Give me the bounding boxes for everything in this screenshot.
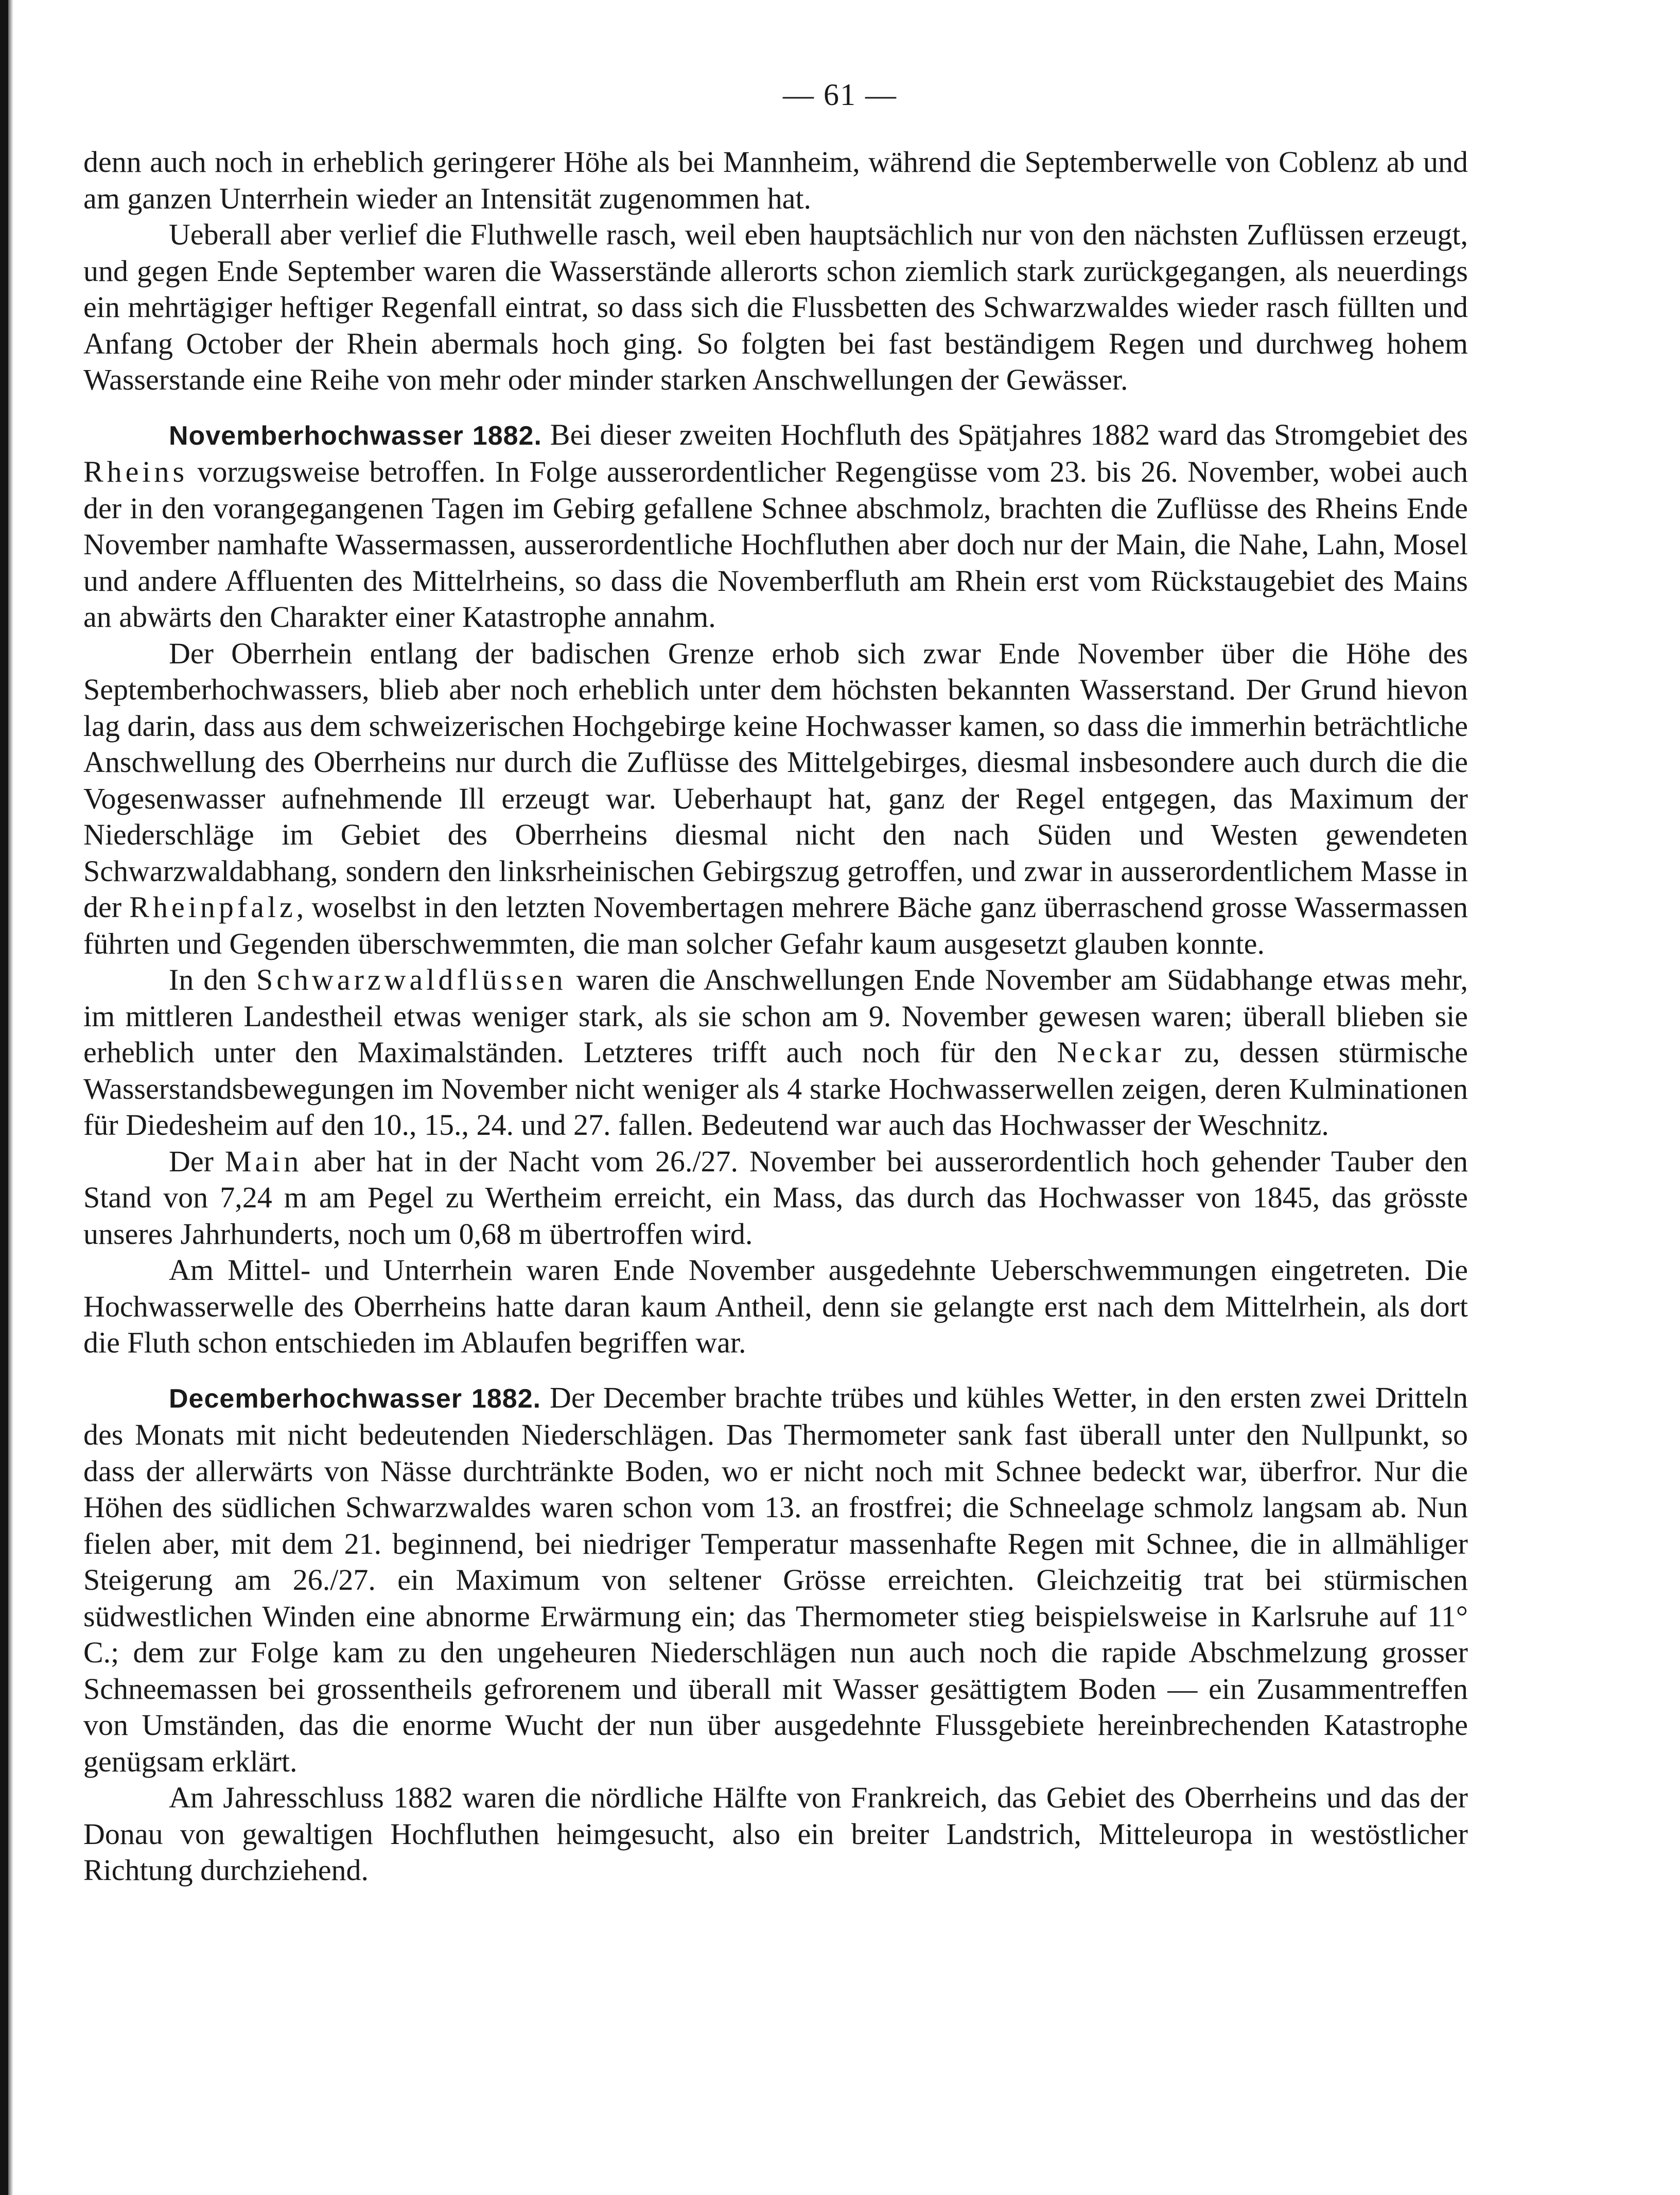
paragraph-text: vorzugsweise betroffen. In Folge ausserordentlicher Regengüsse vom 23. bis 26. November, wobei auch der in den vorangegangenen Tagen im Gebirg gefallene Schnee abschmolz, brachten die Zuflüsse des Rheins Ende November namhafte Wassermassen, ausserordentliche Hochfluthen aber doch nur der Main, die Nahe, Lahn, Mosel und andere Affluenten des Mittelrheins, so dass die Novemberfluth am Rhein erst vom Rückstaugebiet des Mains an abwärts den Charakter einer Katastrophe annahm. xyxy=(83,455,1468,634)
paragraph-text: aber hat in der Nacht vom 26./27. November bei ausserordentlich hoch gehender Tauber den Stand von 7,24 m am Pegel zu Wertheim erreicht, ein Mass, das durch das Hochwasser von 1845, das grösste unseres Jahrhunderts, noch um 0,68 m übertroffen wird. xyxy=(83,1144,1468,1251)
paragraph-text: Am Jahresschluss 1882 waren die nördliche Hälfte von Frankreich, das Gebiet des Oberrheins und das der Donau von gewaltigen Hochfluthen heimgesucht, also ein breiter Landstrich, Mitteleuropa in westöstlicher Richtung durchziehend. xyxy=(83,1781,1468,1887)
paragraph-text: Bei dieser zweiten Hochfluth des Spätjahres 1882 ward das Stromgebiet des xyxy=(541,417,1468,451)
emphasis-text: Neckar xyxy=(1057,1035,1165,1069)
emphasis-text: Schwarzwaldflüssen xyxy=(256,963,567,996)
paragraph xyxy=(83,962,1468,1144)
paragraph-text: zu, dessen stürmische Wasserstandsbewegungen im November nicht weniger als 4 starke Hochwasserwellen zeigen, deren Kulminationen für Diedesheim auf den 10., 15., 24. und 27. fallen. Bedeutend war auch das Hochwasser der Weschnitz. xyxy=(83,1035,1468,1142)
binding-shadow xyxy=(8,0,13,2195)
paragraph-continuation xyxy=(83,144,1468,217)
paragraph-text: waren die Anschwellungen Ende November am Südabhange etwas mehr, im mittleren Landestheil etwas weniger stark, als sie schon am 9. November gewesen waren; überall blieben sie erheblich unter den Maximalständen. Letzteres trifft auch noch für den xyxy=(83,963,1468,1069)
text-column xyxy=(83,144,1468,1889)
page-number: — 61 — xyxy=(783,78,897,112)
paragraph xyxy=(83,1144,1468,1253)
paragraph-text: , woselbst in den letzten Novembertagen mehrere Bäche ganz überraschend grosse Wassermassen führten und Gegenden überschwemmten, die man solcher Gefahr kaum ausgesetzt glauben konnte. xyxy=(83,890,1468,960)
paragraph-text: Der xyxy=(169,1144,225,1178)
paragraph-november-flood xyxy=(83,417,1468,636)
paragraph xyxy=(83,217,1468,398)
paragraph-text: Ueberall aber verlief die Fluthwelle rasch, weil eben hauptsächlich nur von den nächsten Zuflüssen erzeugt, und gegen Ende September waren die Wasserstände allerorts schon ziemlich stark zurückgegangen, als neuerdings ein mehrtägiger heftiger Regenfall eintrat, so dass sich die Flussbetten des Schwarzwaldes wieder rasch füllten und Anfang October der Rhein abermals hoch ging. So folgten bei fast beständigem Regen und durchweg hohem Wasserstande eine Reihe von mehr oder minder starken Anschwellungen der Gewässer. xyxy=(83,218,1468,396)
paragraph-text: Der Oberrhein entlang der badischen Grenze erhob sich zwar Ende November über die Höhe des Septemberhochwassers, blieb aber noch erheblich unter dem höchsten bekannten Wasserstand. Der Grund hievon lag darin, dass aus dem schweizerischen Hochgebirge keine Hochwasser kamen, so dass die immerhin beträchtliche Anschwellung des Oberrheins nur durch die Zuflüsse des Mittelgebirges, diesmal insbesondere auch durch die die Vogesenwasser aufnehmende Ill erzeugt war. Ueberhaupt hat, ganz der Regel entgegen, das Maximum der Niederschläge im Gebiet des Oberrheins diesmal nicht den nach Süden und Westen gewendeten Schwarzwaldabhang, sondern den linksrheinischen Gebirgszug getroffen, und zwar in ausserordentlichem Masse in der xyxy=(83,636,1468,924)
paragraph-text: Am Mittel- und Unterrhein waren Ende November ausgedehnte Ueberschwemmungen eingetreten. Die Hochwasserwelle des Oberrheins hatte daran kaum Antheil, denn sie gelangte erst nach dem Mittelrhein, als dort die Fluth schon entschieden im Ablaufen begriffen war. xyxy=(83,1253,1468,1359)
paragraph xyxy=(83,636,1468,962)
binding-edge xyxy=(0,0,8,2195)
paragraph-text: Der December brachte trübes und kühles Wetter, in den ersten zwei Dritteln des Monats mit nicht bedeutenden Niederschlägen. Das Thermometer sank fast überall unter den Nullpunkt, so dass der allerwärts von Nässe durchtränkte Boden, wo er nicht noch mit Schnee bedeckt war, überfror. Nur die Höhen des südlichen Schwarzwaldes waren schon vom 13. an frostfrei; die Schneelage schmolz langsam ab. Nun fielen aber, mit dem 21. beginnend, bei niedriger Temperatur massenhafte Regen mit Schnee, die in allmähliger Steigerung am 26./27. ein Maximum von seltener Grösse erreichten. Gleichzeitig trat bei stürmischen südwestlichen Winden eine abnorme Erwärmung ein; das Thermometer stieg beispielsweise in Karlsruhe auf 11° C.; dem zur Folge kam zu den ungeheuren Niederschlägen nun auch noch die rapide Abschmelzung grosser Schneemassen bei grossentheils gefrorenem und überall mit Wasser gesättigtem Boden — ein Zusammentreffen von Umständen, das die enorme Wucht der nun über ausgedehnte Flussgebiete hereinbrechenden Katastrophe genügsam erklärt. xyxy=(83,1380,1468,1778)
emphasis-text: Rheins xyxy=(83,455,188,488)
paragraph-text: In den xyxy=(169,963,256,996)
paragraph-text: denn auch noch in erheblich geringerer Höhe als bei Mannheim, während die Septemberwelle von Coblenz ab und am ganzen Unterrhein wieder an Intensität zugenommen hat. xyxy=(83,145,1468,215)
section-heading-december: Decemberhochwasser 1882. xyxy=(169,1383,541,1414)
paragraph xyxy=(83,1780,1468,1889)
emphasis-text: Main xyxy=(224,1144,303,1178)
paragraph xyxy=(83,1252,1468,1361)
paragraph-december-flood xyxy=(83,1380,1468,1780)
section-heading-november: Novemberhochwasser 1882. xyxy=(169,420,542,451)
emphasis-text: Rheinpfalz xyxy=(129,890,296,924)
